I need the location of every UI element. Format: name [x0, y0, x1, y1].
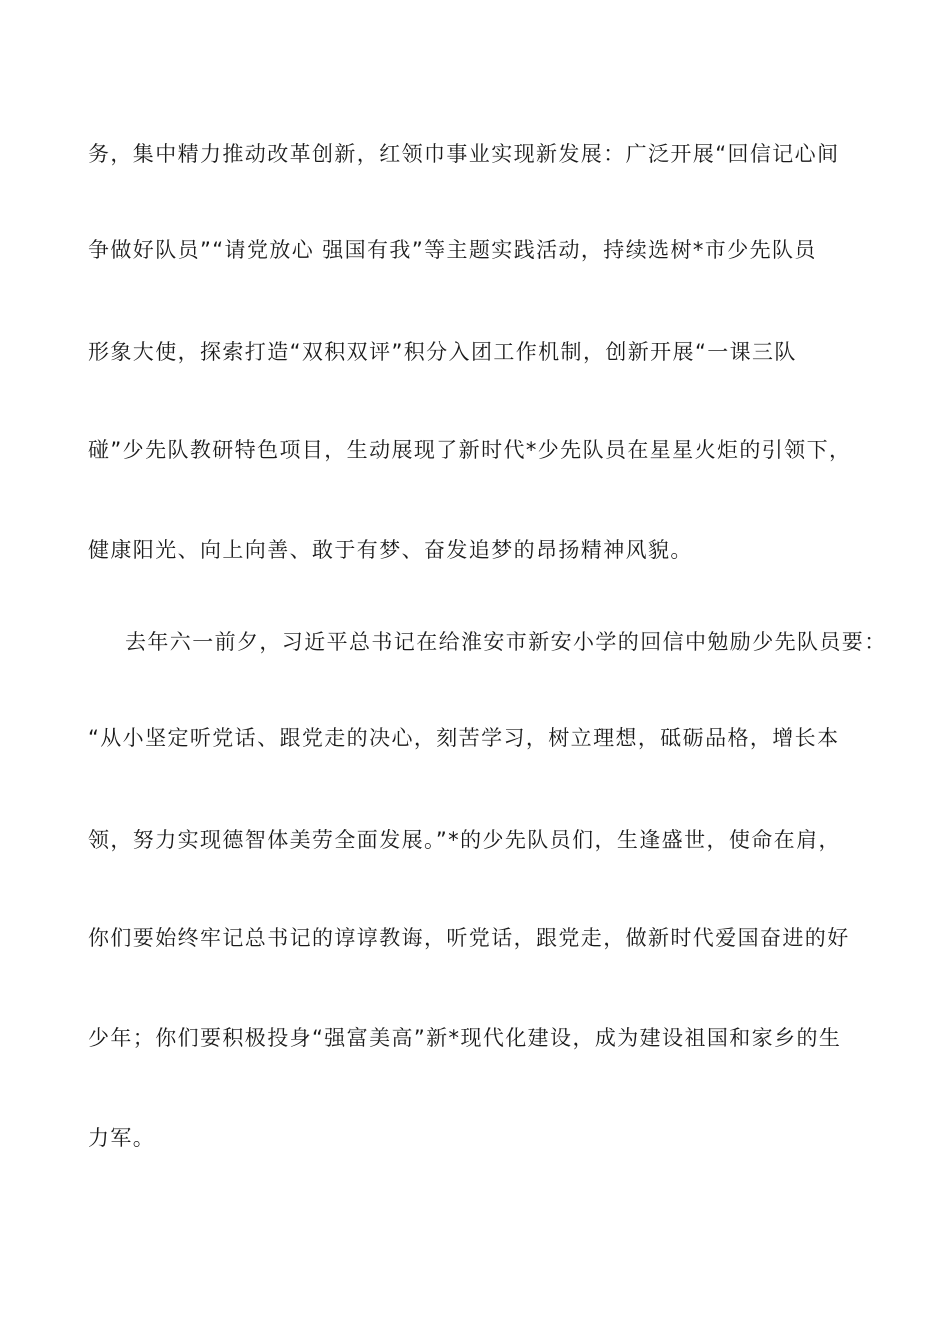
paragraph-first-line: 去年六一前夕，习近平总书记在给淮安市新安小学的回信中勉励少先队员要： [125, 630, 887, 654]
paragraph-line: 少年；你们要积极投身“强富美高”新*现代化建设，成为建设祖国和家乡的生 [88, 1026, 842, 1050]
paragraph-line: 争做好队员”“请党放心 强国有我”等主题实践活动，持续选树*市少先队员 [88, 238, 817, 262]
paragraph-line: 碰”少先队教研特色项目，生动展现了新时代*少先队员在星星火炬的引领下， [88, 438, 852, 462]
paragraph-line: 务，集中精力推动改革创新，红领巾事业实现新发展：广泛开展“回信记心间 [88, 142, 840, 166]
paragraph-line: “从小坚定听党话、跟党走的决心，刻苦学习，树立理想，砥砺品格，增长本 [88, 726, 840, 750]
paragraph-line: 领，努力实现德智体美劳全面发展。”*的少先队员们，生逢盛世，使命在肩， [88, 828, 841, 852]
paragraph-line: 形象大使，探索打造“双积双评”积分入团工作机制，创新开展“一课三队 [88, 340, 797, 364]
paragraph-line: 你们要始终牢记总书记的谆谆教诲，听党话，跟党走，做新时代爱国奋进的好 [88, 926, 850, 950]
paragraph-line: 健康阳光、向上向善、敢于有梦、奋发追梦的昂扬精神风貌。 [88, 538, 693, 562]
paragraph-line: 力军。 [88, 1126, 156, 1150]
